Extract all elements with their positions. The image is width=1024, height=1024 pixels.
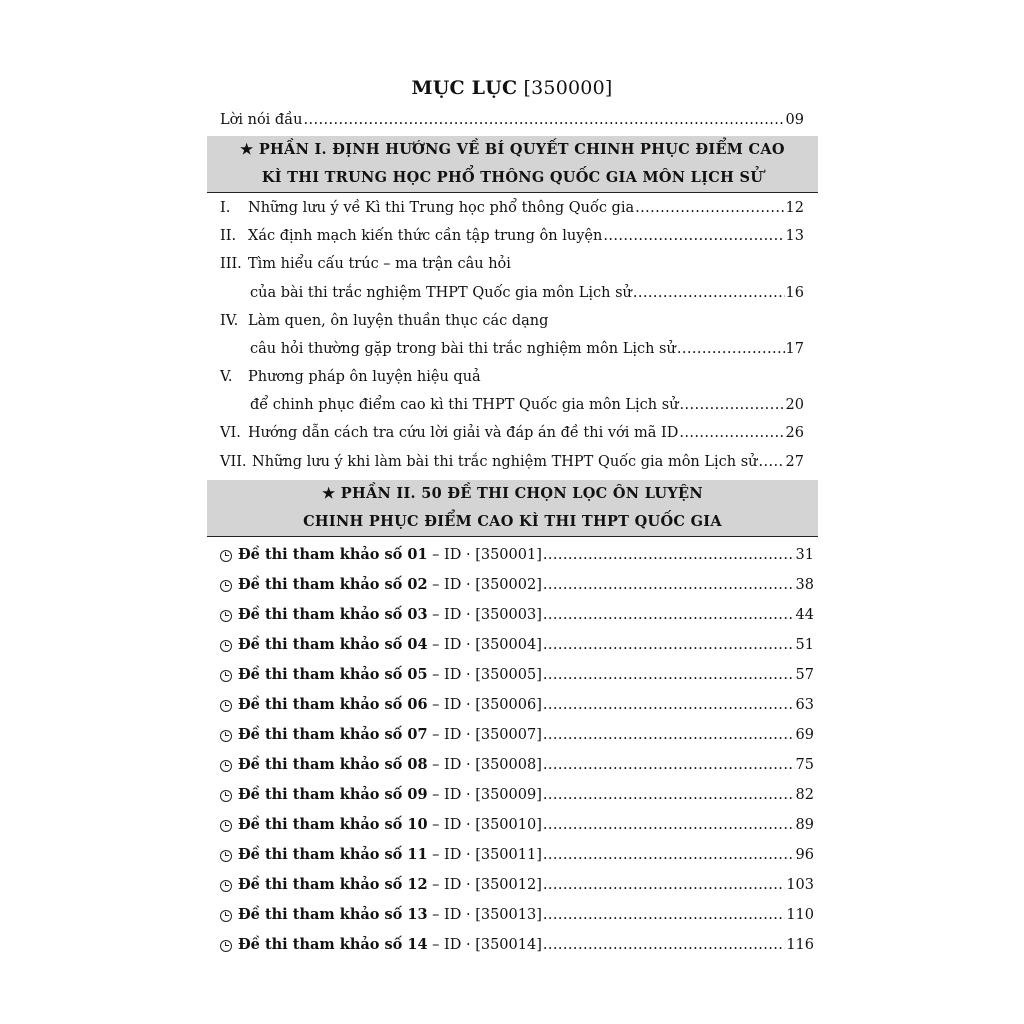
exam-entry-09[interactable] (220, 784, 814, 806)
clock-icon (220, 580, 232, 592)
exam-name: Đề thi tham khảo số 12 (238, 876, 428, 893)
page-title (0, 76, 1024, 100)
clock-icon (220, 790, 232, 802)
dot-leader (543, 724, 795, 746)
exam-id: – ID · [350004] (432, 637, 542, 653)
entry-label: Xác định mạch kiến thức cần tập trung ôn luyện (248, 228, 603, 244)
toc-entry-iii[interactable] (220, 253, 511, 275)
dot-leader (633, 282, 785, 304)
exam-name: Đề thi tham khảo số 07 (238, 726, 428, 743)
toc-entry-vii[interactable] (220, 451, 804, 473)
exam-name: Đề thi tham khảo số 05 (238, 666, 428, 683)
entry-label-cont: câu hỏi thường gặp trong bài thi trắc nghiệm môn Lịch sử (250, 341, 676, 357)
entry-page: 20 (785, 397, 804, 413)
exam-page: 44 (795, 607, 814, 623)
clock-icon (220, 610, 232, 622)
title-id: [350000] (523, 77, 613, 99)
section-header-part1 (207, 136, 818, 193)
exam-page: 82 (795, 787, 814, 803)
exam-page: 96 (795, 847, 814, 863)
exam-id: – ID · [350009] (432, 787, 542, 803)
exam-name: Đề thi tham khảo số 06 (238, 696, 428, 713)
clock-icon (220, 940, 232, 952)
entry-label: Những lưu ý về Kì thi Trung học phổ thông Quốc gia (248, 200, 635, 216)
entry-label-cont: để chinh phục điểm cao kì thi THPT Quốc gia môn Lịch sử (250, 397, 679, 413)
entry-label: Hướng dẫn cách tra cứu lời giải và đáp án đề thi với mã ID (248, 425, 679, 441)
dot-leader (758, 451, 784, 473)
clock-icon (220, 700, 232, 712)
clock-icon (220, 640, 232, 652)
clock-icon (220, 910, 232, 922)
exam-name: Đề thi tham khảo số 02 (238, 576, 428, 593)
exam-name: Đề thi tham khảo số 09 (238, 786, 428, 803)
exam-entry-07[interactable] (220, 724, 814, 746)
exam-id: – ID · [350007] (432, 727, 542, 743)
entry-page: 13 (785, 228, 804, 244)
exam-page: 51 (795, 637, 814, 653)
dot-leader (680, 394, 785, 416)
exam-id: – ID · [350002] (432, 577, 542, 593)
dot-leader (635, 197, 784, 219)
exam-id: – ID · [350014] (432, 937, 542, 953)
dot-leader (543, 934, 785, 956)
entry-page: 09 (785, 112, 804, 128)
entry-number: III. (220, 256, 242, 272)
dot-leader (543, 664, 795, 686)
entry-number: II. (220, 228, 237, 244)
dot-leader (543, 634, 795, 656)
entry-label: Phương pháp ôn luyện hiệu quả (248, 369, 481, 385)
exam-page: 38 (795, 577, 814, 593)
exam-entry-11[interactable] (220, 844, 814, 866)
entry-label: Những lưu ý khi làm bài thi trắc nghiệm THPT Quốc gia môn Lịch sử (252, 454, 758, 470)
section-title-line1: ★ PHẦN I. ĐỊNH HƯỚNG VỀ BÍ QUYẾT CHINH PHỤC ĐIỂM CAO (240, 141, 785, 158)
dot-leader (543, 784, 795, 806)
exam-page: 75 (795, 757, 814, 773)
exam-page: 116 (786, 937, 814, 953)
toc-entry-ii[interactable] (220, 225, 804, 247)
entry-label: Tìm hiểu cấu trúc – ma trận câu hỏi (248, 256, 511, 272)
exam-id: – ID · [350010] (432, 817, 542, 833)
dot-leader (543, 604, 795, 626)
exam-entry-03[interactable] (220, 604, 814, 626)
exam-name: Đề thi tham khảo số 13 (238, 906, 428, 923)
dot-leader (543, 754, 795, 776)
toc-entry-iv[interactable] (220, 310, 548, 332)
toc-entry-preface[interactable] (220, 109, 804, 131)
entry-label-cont: của bài thi trắc nghiệm THPT Quốc gia môn Lịch sử (250, 285, 632, 301)
exam-entry-04[interactable] (220, 634, 814, 656)
dot-leader (679, 422, 784, 444)
exam-id: – ID · [350011] (432, 847, 542, 863)
exam-name: Đề thi tham khảo số 03 (238, 606, 428, 623)
exam-page: 63 (795, 697, 814, 713)
exam-entry-13[interactable] (220, 904, 814, 926)
clock-icon (220, 880, 232, 892)
dot-leader (603, 225, 784, 247)
exam-entry-06[interactable] (220, 694, 814, 716)
dot-leader (543, 814, 795, 836)
entry-page: 17 (785, 341, 804, 357)
exam-id: – ID · [350003] (432, 607, 542, 623)
exam-page: 103 (786, 877, 814, 893)
entry-number: VII. (220, 454, 247, 470)
exam-name: Đề thi tham khảo số 08 (238, 756, 428, 773)
exam-id: – ID · [350012] (432, 877, 542, 893)
exam-id: – ID · [350013] (432, 907, 542, 923)
exam-page: 57 (795, 667, 814, 683)
exam-page: 69 (795, 727, 814, 743)
toc-entry-v-cont[interactable] (250, 394, 804, 416)
exam-page: 110 (786, 907, 814, 923)
entry-page: 26 (785, 425, 804, 441)
exam-entry-01[interactable] (220, 544, 814, 566)
entry-label: Làm quen, ôn luyện thuần thục các dạng (248, 313, 549, 329)
exam-name: Đề thi tham khảo số 10 (238, 816, 428, 833)
clock-icon (220, 850, 232, 862)
section-title-line1: ★ PHẦN II. 50 ĐỀ THI CHỌN LỌC ÔN LUYỆN (322, 485, 703, 502)
dot-leader (543, 844, 795, 866)
title-text: MỤC LỤC (411, 77, 518, 99)
clock-icon (220, 760, 232, 772)
toc-entry-iv-cont[interactable] (250, 338, 804, 360)
exam-entry-14[interactable] (220, 934, 814, 956)
dot-leader (543, 694, 795, 716)
exam-entry-12[interactable] (220, 874, 814, 896)
exam-entry-08[interactable] (220, 754, 814, 776)
toc-entry-vi[interactable] (220, 422, 804, 444)
entry-label: Lời nói đầu (220, 112, 303, 128)
exam-page: 31 (795, 547, 814, 563)
entry-page: 12 (785, 200, 804, 216)
exam-id: – ID · [350005] (432, 667, 542, 683)
exam-id: – ID · [350006] (432, 697, 542, 713)
exam-entry-10[interactable] (220, 814, 814, 836)
exam-name: Đề thi tham khảo số 01 (238, 546, 428, 563)
dot-leader (303, 109, 784, 131)
section-header-part2 (207, 480, 818, 537)
dot-leader (543, 904, 785, 926)
toc-entry-v[interactable] (220, 366, 481, 388)
dot-leader (543, 874, 785, 896)
exam-entry-05[interactable] (220, 664, 814, 686)
entry-page: 16 (785, 285, 804, 301)
exam-name: Đề thi tham khảo số 11 (238, 846, 428, 863)
exam-page: 89 (795, 817, 814, 833)
exam-id: – ID · [350008] (432, 757, 542, 773)
entry-number: V. (220, 369, 233, 385)
clock-icon (220, 820, 232, 832)
clock-icon (220, 550, 232, 562)
dot-leader (677, 338, 785, 360)
exam-id: – ID · [350001] (432, 547, 542, 563)
entry-page: 27 (785, 454, 804, 470)
entry-number: I. (220, 200, 231, 216)
dot-leader (543, 574, 795, 596)
toc-entry-i[interactable] (220, 197, 804, 219)
clock-icon (220, 670, 232, 682)
section-title-line2: CHINH PHỤC ĐIỂM CAO KÌ THI THPT QUỐC GIA (303, 513, 722, 530)
entry-number: IV. (220, 313, 239, 329)
section-title-line2: KÌ THI TRUNG HỌC PHỔ THÔNG QUỐC GIA MÔN LỊCH SỬ (261, 169, 764, 186)
dot-leader (543, 544, 795, 566)
exam-entry-02[interactable] (220, 574, 814, 596)
toc-entry-iii-cont[interactable] (250, 282, 804, 304)
exam-name: Đề thi tham khảo số 04 (238, 636, 428, 653)
clock-icon (220, 730, 232, 742)
exam-name: Đề thi tham khảo số 14 (238, 936, 428, 953)
entry-number: VI. (220, 425, 241, 441)
